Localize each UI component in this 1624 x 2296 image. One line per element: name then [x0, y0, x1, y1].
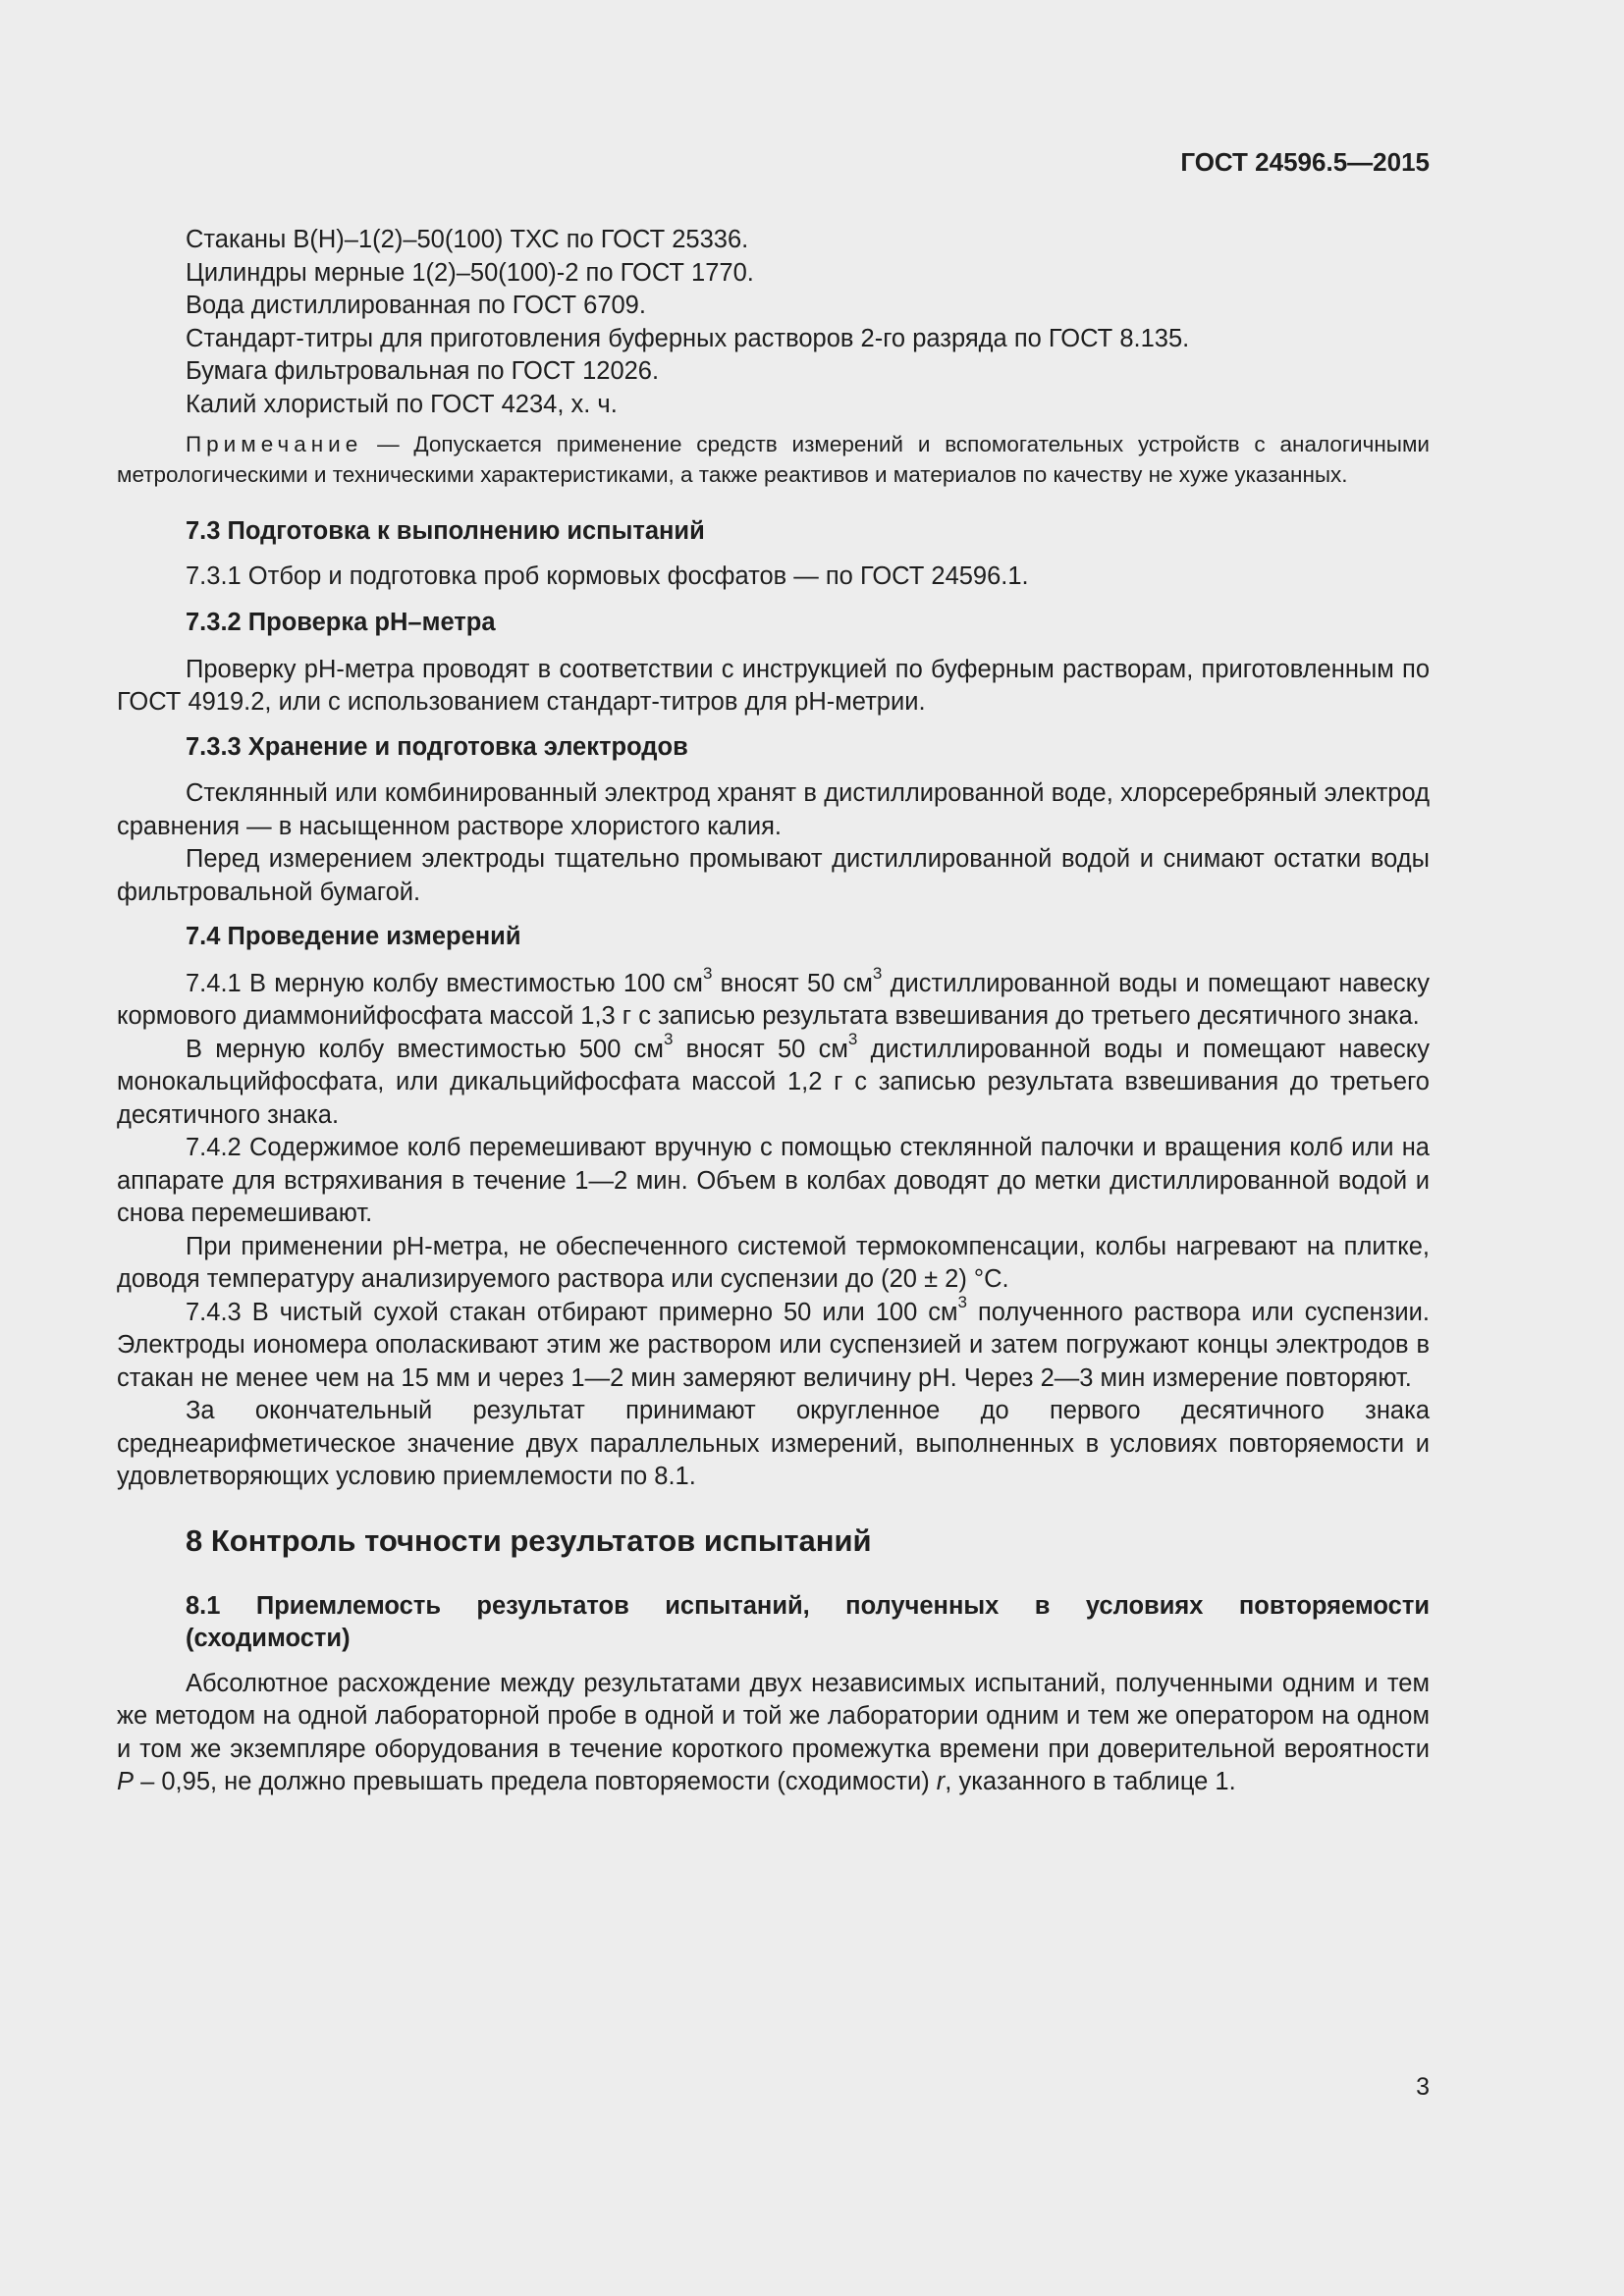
text-run: В мерную колбу вместимостью 500 см	[186, 1035, 664, 1063]
text-run: 7.4.3 В чистый сухой стакан отбирают примерно 50 или 100 см	[186, 1298, 958, 1326]
note-text: — Допускается применение средств измерений и вспомогательных устройств с аналогичными метрологическими и техническими характеристиками, а также реактивов и материалов по качеству не хуже указанных.	[117, 432, 1430, 487]
text-run: полученного раствора или суспензии. Электроды иономера ополаскивают этим же раствором или суспензией и затем погружают концы электродов в стакан не менее чем на 15 мм и через 1—2 мин замеряют величину рН. Через 2—3 мин измерение повторяют.	[117, 1298, 1430, 1392]
section-8-1-text	[117, 1668, 1430, 1799]
section-7-3-heading: 7.3 Подготовка к выполнению испытаний	[186, 517, 705, 545]
text-run: Абсолютное расхождение между результатами двух независимых испытаний, полученными одним и тем же методом на одной лабораторной пробе в одной и той же лаборатории одним и тем же оператором на одном и том же экземпляре оборудования в течение короткого промежутка времени при доверительной вероятности	[117, 1669, 1430, 1763]
note-label: Примечание	[186, 432, 363, 456]
section-7-3-2-text: Проверку рН-метра проводят в соответствии с инструкцией по буферным растворам, приготовленным по ГОСТ 4919.2, или с использованием стандарт-титров для рН-метрии.	[117, 655, 1430, 716]
superscript: 3	[847, 1030, 858, 1048]
italic-symbol: r	[936, 1768, 946, 1795]
section-7-4-3-text	[117, 1293, 1430, 1396]
section-7-3-2-heading: 7.3.2 Проверка рН–метра	[186, 609, 496, 636]
section-7-4-heading: 7.4 Проведение измерений	[186, 923, 521, 950]
section-8-1-heading-line2: (сходимости)	[186, 1625, 351, 1652]
equipment-item: Стандарт-титры для приготовления буферных растворов 2-го разряда по ГОСТ 8.135.	[186, 324, 1190, 352]
superscript: 3	[663, 1030, 674, 1048]
section-7-4-1-text	[117, 964, 1430, 1034]
section-7-4-2-text-b: При применении рН-метра, не обеспеченного системой термокомпенсации, колбы нагревают на плитке, доводя температуру анализируемого раствора или суспензии до (20 ± 2) °С.	[117, 1232, 1430, 1293]
equipment-list	[117, 224, 1430, 421]
equipment-item: Стаканы В(Н)–1(2)–50(100) ТХС по ГОСТ 25336.	[186, 226, 749, 253]
section-8-1-heading-line1: 8.1 Приемлемость результатов испытаний, полученных в условиях повторяемости	[186, 1591, 1430, 1620]
text-run: – 0,95, не должно превышать предела повторяемости (сходимости)	[134, 1768, 937, 1795]
page-content	[117, 224, 1430, 1799]
section-7-4-3-text-b: За окончательный результат принимают округленное до первого десятичного знака среднеарифметическое значение двух параллельных измерений, выполненных в условиях повторяемости и удовлетворяющих условию приемлемости по 8.1.	[117, 1397, 1430, 1490]
superscript: 3	[957, 1293, 967, 1311]
section-8-heading: 8 Контроль точности результатов испытаний	[186, 1522, 872, 1558]
superscript: 3	[702, 964, 713, 983]
text-run: 7.4.1 В мерную колбу вместимостью 100 см	[186, 969, 703, 997]
section-7-4-1-text-b	[117, 1030, 1430, 1133]
text-run: дистиллированной воды и помещают навеску кормового диаммонийфосфата массой 1,3 г с записью результата взвешивания до третьего десятичного знака.	[117, 969, 1430, 1030]
equipment-item: Бумага фильтровальная по ГОСТ 12026.	[186, 357, 660, 385]
superscript: 3	[872, 964, 883, 983]
section-7-4-2-text: 7.4.2 Содержимое колб перемешивают вручную с помощью стеклянной палочки и вращения колб или на аппарате для встряхивания в течение 1—2 мин. Объем в колбах доводят до метки дистиллированной водой и снова перемешивают.	[117, 1134, 1430, 1227]
equipment-item: Калий хлористый по ГОСТ 4234, х. ч.	[186, 390, 618, 418]
italic-symbol: Р	[117, 1768, 135, 1795]
text-run: вносят 50 см	[712, 969, 873, 997]
page-number: 3	[1416, 2073, 1430, 2101]
text-run: дистиллированной воды и помещают навеску монокальцийфосфата, или дикальцийфосфата массой 1,2 г с записью результата взвешивания до третьего десятичного знака.	[117, 1035, 1430, 1129]
section-7-3-3-text-a: Стеклянный или комбинированный электрод хранят в дистиллированной воде, хлорсеребряный электрод сравнения — в насыщенном растворе хлористого калия.	[117, 779, 1430, 840]
equipment-item: Вода дистиллированная по ГОСТ 6709.	[186, 292, 646, 319]
text-run: , указанного в таблице 1.	[945, 1768, 1236, 1795]
note-paragraph	[117, 429, 1430, 490]
equipment-item: Цилиндры мерные 1(2)–50(100)-2 по ГОСТ 1770.	[186, 258, 754, 287]
section-7-3-1-text: 7.3.1 Отбор и подготовка проб кормовых фосфатов — по ГОСТ 24596.1.	[186, 561, 1029, 590]
text-run: вносят 50 см	[673, 1035, 848, 1063]
document-code-header: ГОСТ 24596.5—2015	[1180, 147, 1430, 177]
section-7-3-3-text-b: Перед измерением электроды тщательно промывают дистиллированной водой и снимают остатки воды фильтровальной бумагой.	[117, 845, 1430, 906]
section-7-3-3-heading: 7.3.3 Хранение и подготовка электродов	[186, 732, 688, 761]
